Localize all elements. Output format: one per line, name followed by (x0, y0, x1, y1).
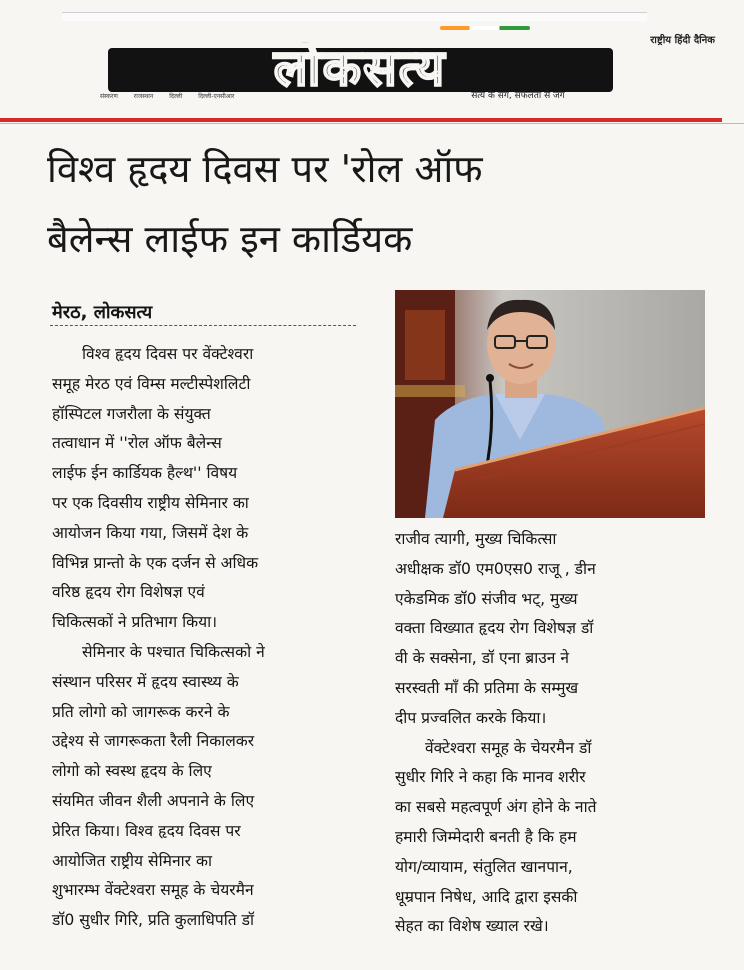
article-line: हॉस्पिटल गजरौला के संयुक्त (52, 404, 211, 423)
article-line: विश्व हृदय दिवस पर वेंक्टेश्वरा (82, 345, 254, 363)
masthead-divider (0, 123, 744, 124)
section-label: संस्करण (100, 93, 118, 100)
article-line: डॉ0 सुधीर गिरि, प्रति कुलाधिपति डॉ (52, 911, 255, 930)
article-line: विभिन्न प्रान्तो के एक दर्जन से अधिक (52, 553, 259, 572)
article-column-left (52, 340, 362, 936)
article-line: का सबसे महत्वपूर्ण अंग होने के नाते (395, 798, 597, 817)
masthead-motto: सत्य के संग, सफलता से जंग (471, 91, 565, 101)
article-line: लाईफ ईन कार्डियक हैल्थ'' विषय (52, 464, 238, 483)
article-line: चिकित्सकों ने प्रतिभाग किया। (52, 613, 218, 632)
article-line: तत्वाधान में ''रोल ऑफ बैलेन्स (52, 434, 222, 453)
headline-line-2: बैलेन्स लाईफ इन कार्डियक (47, 217, 413, 261)
article-line: सेमिनार के पश्चात चिकित्सको ने (82, 642, 265, 661)
article-column-right (395, 525, 700, 942)
dateline: मेरठ, लोकसत्य (52, 302, 153, 323)
masthead-sections (100, 92, 400, 100)
article-line: शुभारम्भ वेंक्टेश्वरा समूह के चेयरमैन (52, 881, 254, 900)
article-line: राजीव त्यागी, मुख्य चिकित्सा (395, 530, 557, 548)
newspaper-logo: लोकसत्य (273, 39, 447, 97)
speaker-at-podium-image (395, 290, 705, 518)
article-line: पर एक दिवसीय राष्ट्रीय सेमिनार का (52, 493, 249, 512)
masthead (100, 26, 715, 110)
paper-edge (62, 12, 647, 21)
masthead-tagline: राष्ट्रीय हिंदी दैनिक (650, 35, 715, 46)
section-label: दिल्ली-एनसीआर (198, 93, 235, 100)
article-line: दीप प्रज्वलित करके किया। (395, 708, 547, 727)
masthead-red-rule (0, 118, 722, 122)
article-line: एकेडमिक डॉ0 संजीव भट्, मुख्य (395, 589, 578, 608)
dateline-rule (50, 324, 356, 326)
article-line: संस्थान परिसर में हृदय स्वास्थ्य के (52, 672, 239, 691)
article-line: लोगो को स्वस्थ हृदय के लिए (52, 762, 212, 781)
article-line: सुधीर गिरि ने कहा कि मानव शरीर (395, 768, 586, 787)
article-line: वक्ता विख्यात हृदय रोग विशेषज्ञ डॉ (395, 619, 594, 638)
section-label: दिल्ली (169, 93, 183, 100)
article-line: प्रेरित किया। विश्व हृदय दिवस पर (52, 821, 241, 840)
article-line: धूम्रपान निषेध, आदि द्वारा इसकी (395, 887, 578, 906)
tricolor-flag-icon (440, 26, 530, 30)
article-line: आयोजित राष्ट्रीय सेमिनार का (52, 851, 212, 870)
article-line: वेंक्टेश्वरा समूह के चेयरमैन डॉ (425, 738, 592, 757)
section-label: राजस्थान (133, 93, 154, 100)
article-line: आयोजन किया गया, जिसमें देश के (52, 523, 249, 542)
article-line: वरिष्ठ हृदय रोग विशेषज्ञ एवं (52, 583, 205, 602)
news-photo (395, 290, 705, 518)
article-line: उद्देश्य से जागरूकता रैली निकालकर (52, 732, 255, 751)
article-line: संयमित जीवन शैली अपनाने के लिए (52, 791, 255, 810)
article-line: वी के सक्सेना, डॉ एना ब्राउन ने (395, 649, 570, 668)
article-line: सरस्वती माँ की प्रतिमा के सम्मुख (395, 678, 579, 697)
headline-line-1: विश्व हृदय दिवस पर 'रोल ऑफ (47, 147, 483, 191)
article-line: समूह मेरठ एवं विम्स मल्टीस्पेशलिटी (52, 374, 251, 393)
headline (47, 134, 707, 274)
article-line: प्रति लोगो को जागरूक करने के (52, 702, 230, 721)
article-line: सेहत का विशेष ख्याल रखे। (395, 917, 549, 936)
article-line: अधीक्षक डॉ0 एम0एस0 राजू , डीन (395, 559, 596, 578)
article-line: योग/व्यायाम, संतुलित खानपान, (395, 857, 573, 876)
article-line: हमारी जिम्मेदारी बनती है कि हम (395, 827, 577, 846)
